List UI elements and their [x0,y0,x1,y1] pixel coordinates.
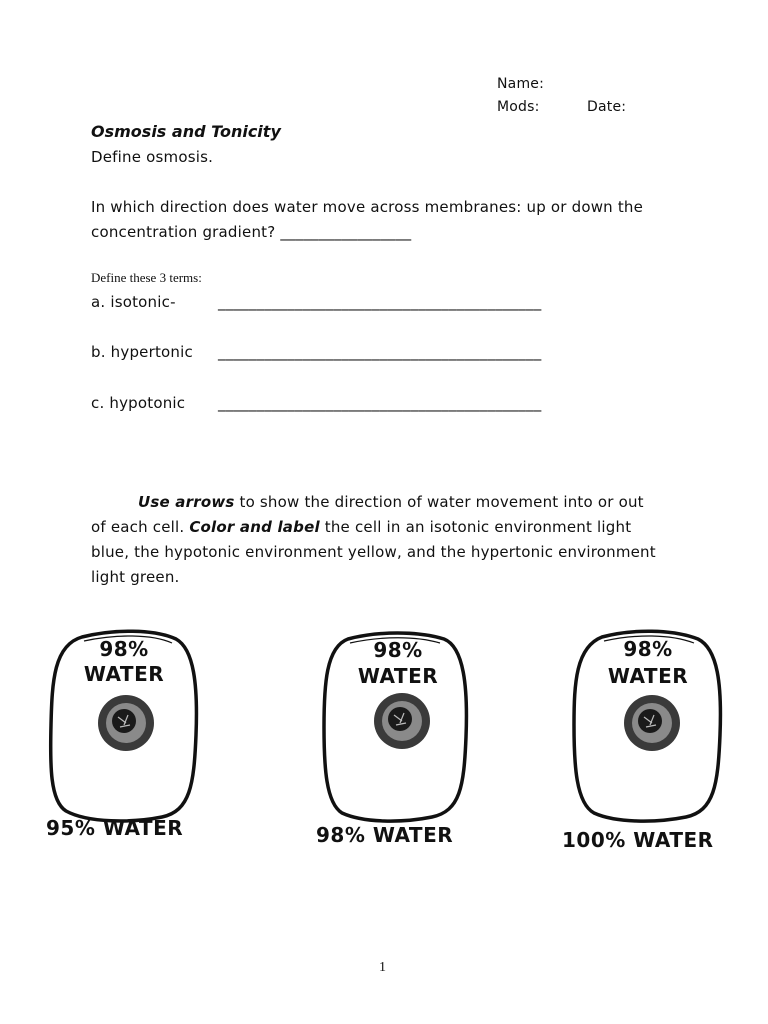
cell-1-inside-word: WATER [83,662,165,686]
cell-2-outside-label: 98% WATER [316,823,454,847]
term-hypotonic-label: c. hypotonic [91,394,186,412]
instructions-line4: light green. [91,568,180,586]
instructions-line1 [138,493,644,511]
page-title: Osmosis and Tonicity [91,122,281,141]
cell-1-inside-percent: 98% [99,637,149,661]
cell-2-inside-word: WATER [357,664,439,688]
date-label: Date: [587,99,627,115]
instructions-line2-start: of each cell. [91,518,190,536]
question-direction-line1: In which direction does water move across membranes: up or down the [91,198,644,216]
instructions-emphasis-arrows: Use arrows [138,493,235,511]
name-label: Name: [497,76,545,92]
term-isotonic-label: a. isotonic- [91,293,176,311]
cell-1-outside-label: 95% WATER [46,816,184,840]
term-hypertonic-label: b. hypertonic [91,343,193,361]
define-terms-prompt: Define these 3 terms: [91,270,202,285]
term-isotonic-blank[interactable]: __________________________________________ [218,293,542,311]
cell-3-inside-percent: 98% [623,637,673,661]
term-hypotonic-blank[interactable]: __________________________________________ [218,394,542,412]
instructions-text1: to show the direction of water movement into or out [234,493,644,511]
cell-2-inside-percent: 98% [373,638,423,662]
instructions-line2 [91,518,631,536]
instructions-emphasis-color: Color and label [189,518,320,536]
cell-3-outside-label: 100% WATER [562,828,714,852]
question-direction-line2: concentration gradient? _________________ [91,223,412,241]
instructions-text2: the cell in an isotonic environment light [319,518,632,536]
cell-3-inside-word: WATER [607,664,689,688]
question-define-osmosis: Define osmosis. [91,148,214,166]
page-number: 1 [379,960,386,975]
mods-label: Mods: [497,99,540,115]
term-hypertonic-blank[interactable]: __________________________________________ [218,343,542,361]
instructions-line3: blue, the hypotonic environment yellow, and the hypertonic environment [91,543,656,561]
